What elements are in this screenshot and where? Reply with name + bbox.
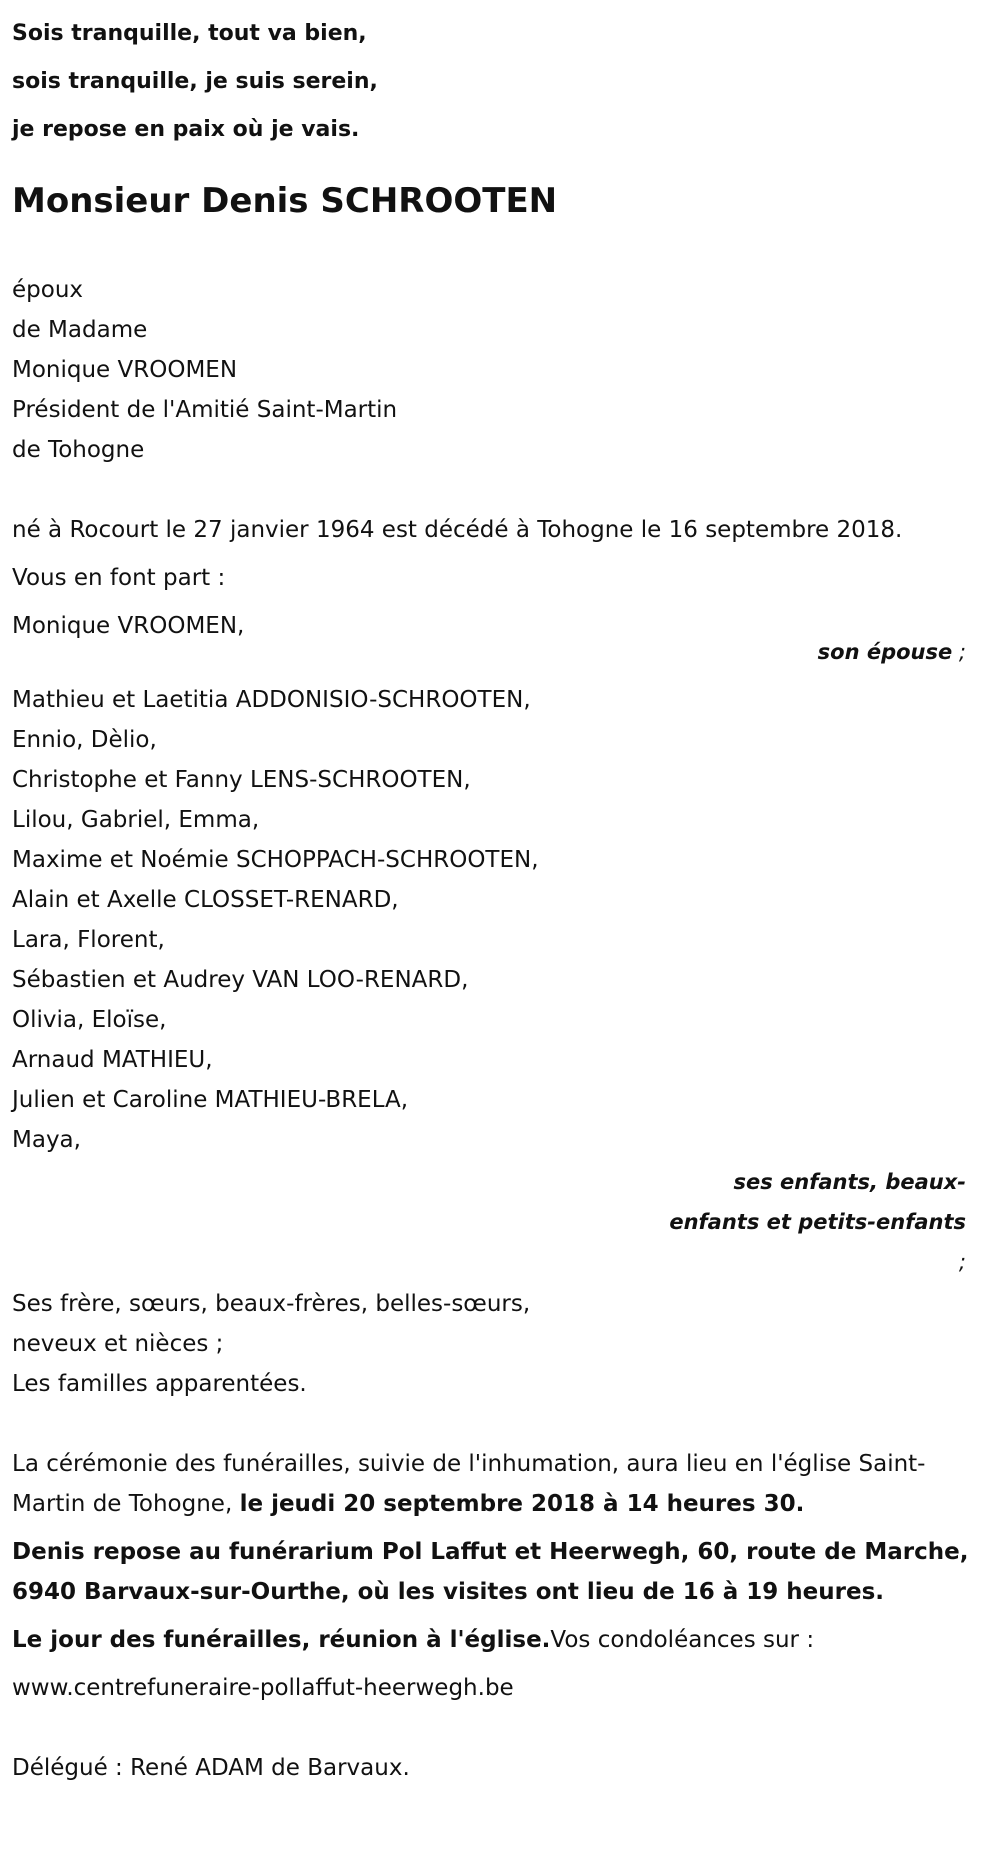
list-item: neveux et nièces ; — [12, 1331, 224, 1357]
children-role — [666, 1162, 988, 1282]
spouse-info-line: époux — [12, 277, 84, 303]
list-item: Ennio, Dèlio, — [12, 727, 157, 753]
spouse-info-line: Monique VROOMEN — [12, 357, 238, 383]
poem-line: sois tranquille, je suis serein, — [12, 69, 378, 94]
announce-line: Vous en font part : — [12, 565, 226, 591]
list-item: Arnaud MATHIEU, — [12, 1047, 213, 1073]
reunion-bold: Le jour des funérailles, réunion à l'église. — [12, 1627, 551, 1653]
ceremony-info — [12, 1444, 988, 1524]
children-role-label: ses enfants, beaux-enfants et petits-enfants — [669, 1170, 966, 1234]
list-item: Alain et Axelle CLOSSET-RENARD, — [12, 887, 399, 913]
funerarium-info: Denis repose au funérarium Pol Laffut et Heerwegh, 60, route de Marche, 6940 Barvaux-sur-Ourthe, où les visites ont lieu de 16 à 19 heures. — [12, 1539, 969, 1605]
list-item: Lilou, Gabriel, Emma, — [12, 807, 260, 833]
list-item: Maxime et Noémie SCHOPPACH-SCHROOTEN, — [12, 847, 539, 873]
reunion-info — [12, 1620, 988, 1660]
delegate-line: Délégué : René ADAM de Barvaux. — [12, 1755, 410, 1781]
family-list — [12, 1284, 988, 1404]
spouse-name: Monique VROOMEN, — [12, 613, 245, 639]
spouse-info-line: Président de l'Amitié Saint-Martin — [12, 397, 398, 423]
list-item: Julien et Caroline MATHIEU-BRELA, — [12, 1087, 409, 1113]
poem-line: Sois tranquille, tout va bien, — [12, 21, 367, 46]
spouse-info-line: de Madame — [12, 317, 148, 343]
list-item: Sébastien et Audrey VAN LOO-RENARD, — [12, 967, 469, 993]
spouse-role-label: son épouse — [817, 640, 953, 664]
list-item: Christophe et Fanny LENS-SCHROOTEN, — [12, 767, 471, 793]
website-link[interactable]: www.centrefuneraire-pollaffut-heerwegh.be — [12, 1675, 514, 1701]
children-list — [12, 680, 988, 1160]
list-item: Mathieu et Laetitia ADDONISIO-SCHROOTEN, — [12, 687, 531, 713]
spouse-role-punct: ; — [952, 640, 966, 664]
condolences-text: Vos condoléances sur : — [550, 1627, 815, 1653]
ceremony-text: La cérémonie des funérailles, suivie de l'inhumation, aura lieu en l'église Saint-Martin de Tohogne, — [12, 1451, 926, 1517]
birth-death-statement: né à Rocourt le 27 janvier 1964 est décédé à Tohogne le 16 septembre 2018. — [12, 517, 903, 543]
deceased-name: Monsieur Denis SCHROOTEN — [12, 181, 558, 221]
poem — [12, 10, 988, 154]
list-item: Les familles apparentées. — [12, 1371, 307, 1397]
list-item: Ses frère, sœurs, beaux-frères, belles-sœurs, — [12, 1291, 531, 1317]
list-item: Olivia, Eloïse, — [12, 1007, 167, 1033]
spouse-info — [12, 270, 988, 470]
poem-line: je repose en paix où je vais. — [12, 117, 360, 142]
spouse-info-line: de Tohogne — [12, 437, 145, 463]
list-item: Maya, — [12, 1127, 81, 1153]
ceremony-date: le jeudi 20 septembre 2018 à 14 heures 30. — [239, 1491, 805, 1517]
children-role-punct: ; — [958, 1250, 966, 1274]
list-item: Lara, Florent, — [12, 927, 165, 953]
